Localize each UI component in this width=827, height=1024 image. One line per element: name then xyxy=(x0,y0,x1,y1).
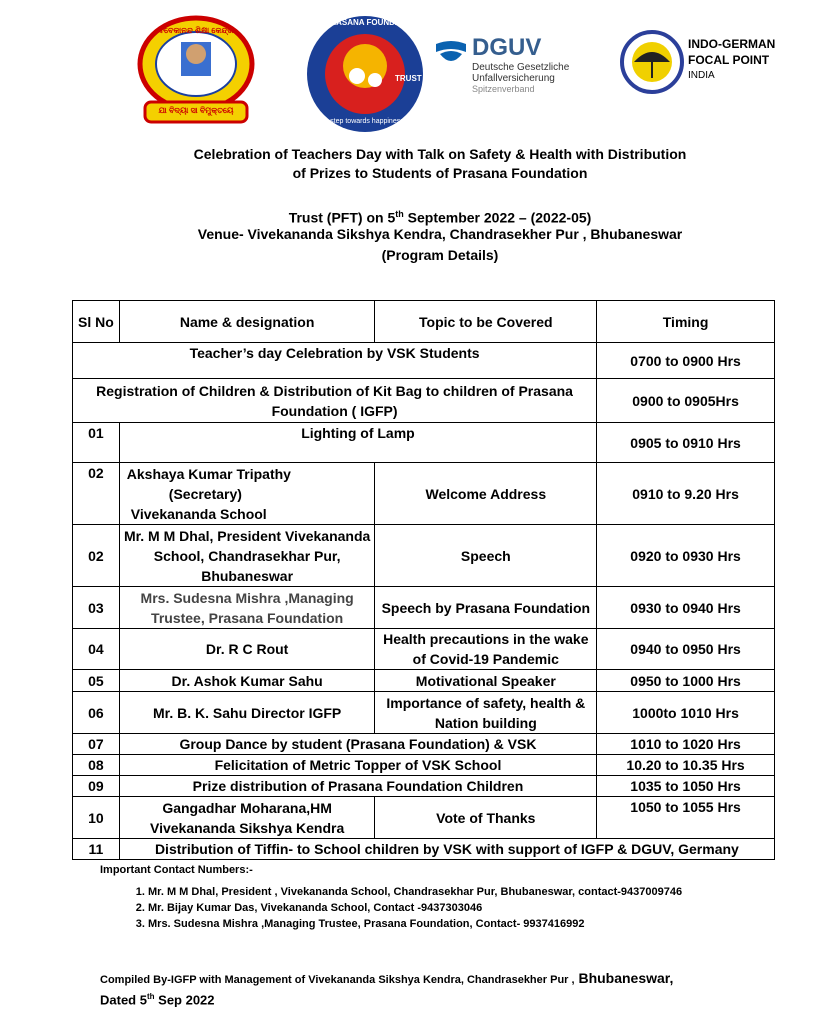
row-timing: 0950 to 1000 Hrs xyxy=(597,670,775,692)
table-row xyxy=(73,525,775,587)
header-timing: Timing xyxy=(597,301,775,343)
dguv-name: DGUV xyxy=(472,34,542,61)
row-name-line3: Vivekananda School xyxy=(130,505,267,522)
row-topic: Vote of Thanks xyxy=(375,797,597,839)
igfp-text xyxy=(688,36,775,84)
footer-dated-sup: th xyxy=(146,992,155,1001)
table-row xyxy=(73,587,775,629)
vsk-logo-text: ବିବେକାନନ୍ଦ ଶିକ୍ଷା କେନ୍ଦ୍ର xyxy=(158,26,234,35)
row-timing: 0700 to 0900 Hrs xyxy=(597,343,775,379)
header-topic: Topic to be Covered xyxy=(375,301,597,343)
row-event: Distribution of Tiffin- to School children by VSK with support of IGFP & DGUV, Germany xyxy=(119,839,774,860)
igfp-logo xyxy=(620,30,684,94)
row-topic: Speech xyxy=(375,525,597,587)
footer-city: Bhubaneswar, xyxy=(574,970,674,986)
dguv-line2: Unfallversicherung xyxy=(472,73,555,84)
row-name: Gangadhar Moharana,HM Vivekananda Sikshya Kendra xyxy=(119,797,375,839)
table-row xyxy=(73,379,775,423)
row-topic: Importance of safety, health & Nation building xyxy=(375,692,597,734)
contact-item: 2. Mr. Bijay Kumar Das, Vivekananda School, Contact -9437303046 xyxy=(148,902,808,914)
row-sl: 01 xyxy=(73,423,120,463)
row-event: Group Dance by student (Prasana Foundation) & VSK xyxy=(119,734,596,755)
row-name-line2: (Secretary) xyxy=(168,485,242,502)
vsk-logo-motto: ଯା ବିଦ୍ୟା ସା ବିମୁକ୍ତୟେ xyxy=(158,106,234,115)
contacts-list xyxy=(108,886,808,934)
row-timing: 0905 to 0910 Hrs xyxy=(597,423,775,463)
igfp-line1: INDO-GERMAN xyxy=(688,37,776,51)
row-name: Dr. R C Rout xyxy=(119,629,375,670)
row-timing: 0900 to 0905Hrs xyxy=(597,379,775,423)
table-row xyxy=(73,839,775,860)
row-name: Mrs. Sudesna Mishra ,Managing Trustee, Prasana Foundation xyxy=(119,587,375,629)
row-topic: Speech by Prasana Foundation xyxy=(375,587,597,629)
row-sl: 02 xyxy=(73,525,120,587)
row-sl: 08 xyxy=(73,755,120,776)
row-name: Mr. M M Dhal, President Vivekananda School, Chandrasekhar Pur, Bhubaneswar xyxy=(119,525,375,587)
table-row xyxy=(73,734,775,755)
dguv-line3: Spitzenverband xyxy=(472,84,535,94)
row-sl: 05 xyxy=(73,670,120,692)
table-row xyxy=(73,755,775,776)
row-sl: 04 xyxy=(73,629,120,670)
table-row xyxy=(73,670,775,692)
footer-dated-post: Sep 2022 xyxy=(154,992,215,1008)
row-timing: 1000to 1010 Hrs xyxy=(597,692,775,734)
pft-logo-trust: TRUST xyxy=(395,74,422,83)
pft-logo-top: PRASANA FOUNDATION xyxy=(325,18,420,27)
program-table xyxy=(72,300,775,860)
row-name: Mr. B. K. Sahu Director IGFP xyxy=(119,692,375,734)
contacts-heading: Important Contact Numbers:- xyxy=(100,864,253,876)
title-line2: of Prizes to Students of Prasana Foundation xyxy=(292,165,588,181)
table-row xyxy=(73,629,775,670)
row-timing: 10.20 to 10.35 Hrs xyxy=(597,755,775,776)
row-event: Felicitation of Metric Topper of VSK School xyxy=(119,755,596,776)
row-sl: 02 xyxy=(73,463,120,525)
table-row xyxy=(73,797,775,839)
row-sl: 11 xyxy=(73,839,120,860)
row-timing: 0930 to 0940 Hrs xyxy=(597,587,775,629)
row-topic: Motivational Speaker xyxy=(375,670,597,692)
contact-item: 1. Mr. M M Dhal, President , Vivekananda School, Chandrasekhar Pur, Bhubaneswar, contact-9437009746 xyxy=(148,886,808,898)
title-line3-pre: Trust (PFT) on 5 xyxy=(288,209,396,226)
table-row xyxy=(73,776,775,797)
footer-dated-pre: Dated 5 xyxy=(100,992,147,1008)
igfp-line3: INDIA xyxy=(688,70,715,81)
vsk-logo xyxy=(137,14,255,126)
header-sl: Sl No xyxy=(73,301,120,343)
row-sl: 06 xyxy=(73,692,120,734)
table-row xyxy=(73,423,775,463)
row-timing: 1035 to 1050 Hrs xyxy=(597,776,775,797)
row-name-line1: Akshaya Kumar Tripathy xyxy=(126,465,291,482)
contact-item: 3. Mrs. Sudesna Mishra ,Managing Trustee, Prasana Foundation, Contact- 9937416992 xyxy=(148,918,808,930)
row-timing: 1010 to 1020 Hrs xyxy=(597,734,775,755)
table-row xyxy=(73,463,775,525)
row-event: Teacher’s day Celebration by VSK Students xyxy=(73,343,597,379)
program-details: (Program Details) xyxy=(381,247,499,263)
row-timing: 0940 to 0950 Hrs xyxy=(597,629,775,670)
prasana-foundation-logo xyxy=(305,14,425,134)
pft-logo-bottom: One step towards happiness xyxy=(315,118,404,125)
row-timing: 0920 to 0930 Hrs xyxy=(597,525,775,587)
row-event: Registration of Children & Distribution of Kit Bag to children of Prasana Foundation ( IGFP) xyxy=(73,379,597,423)
row-name: Dr. Ashok Kumar Sahu xyxy=(119,670,375,692)
row-event: Prize distribution of Prasana Foundation Children xyxy=(119,776,596,797)
igfp-line2: FOCAL POINT xyxy=(688,53,770,67)
venue-line: Venue- Vivekananda Sikshya Kendra, Chandrasekher Pur , Bhubaneswar xyxy=(197,226,683,242)
table-header-row xyxy=(73,301,775,343)
footer-dated xyxy=(100,992,215,1007)
dguv-logo xyxy=(434,36,584,96)
row-timing: 0910 to 9.20 Hrs xyxy=(597,463,775,525)
row-sl: 09 xyxy=(73,776,120,797)
row-sl: 03 xyxy=(73,587,120,629)
footer-compiled xyxy=(100,970,780,986)
row-topic: Welcome Address xyxy=(375,463,597,525)
row-timing: 1050 to 1055 Hrs xyxy=(597,797,775,839)
row-event: Lighting of Lamp xyxy=(119,423,596,463)
row-topic: Health precautions in the wake of Covid-19 Pandemic xyxy=(375,629,597,670)
title-line3-sup: th xyxy=(395,209,404,219)
row-name xyxy=(119,463,375,525)
title-line1: Celebration of Teachers Day with Talk on Safety & Health with Distribution xyxy=(193,146,687,162)
footer-compiled-text: Compiled By-IGFP with Management of Vivekananda Sikshya Kendra, Chandrasekher Pur , xyxy=(100,974,575,986)
table-row xyxy=(73,343,775,379)
header-name: Name & designation xyxy=(119,301,375,343)
row-sl: 10 xyxy=(73,797,120,839)
dguv-line1: Deutsche Gesetzliche xyxy=(472,62,570,73)
title-line3-post: September 2022 – (2022-05) xyxy=(403,209,592,226)
row-sl: 07 xyxy=(73,734,120,755)
table-row xyxy=(73,692,775,734)
